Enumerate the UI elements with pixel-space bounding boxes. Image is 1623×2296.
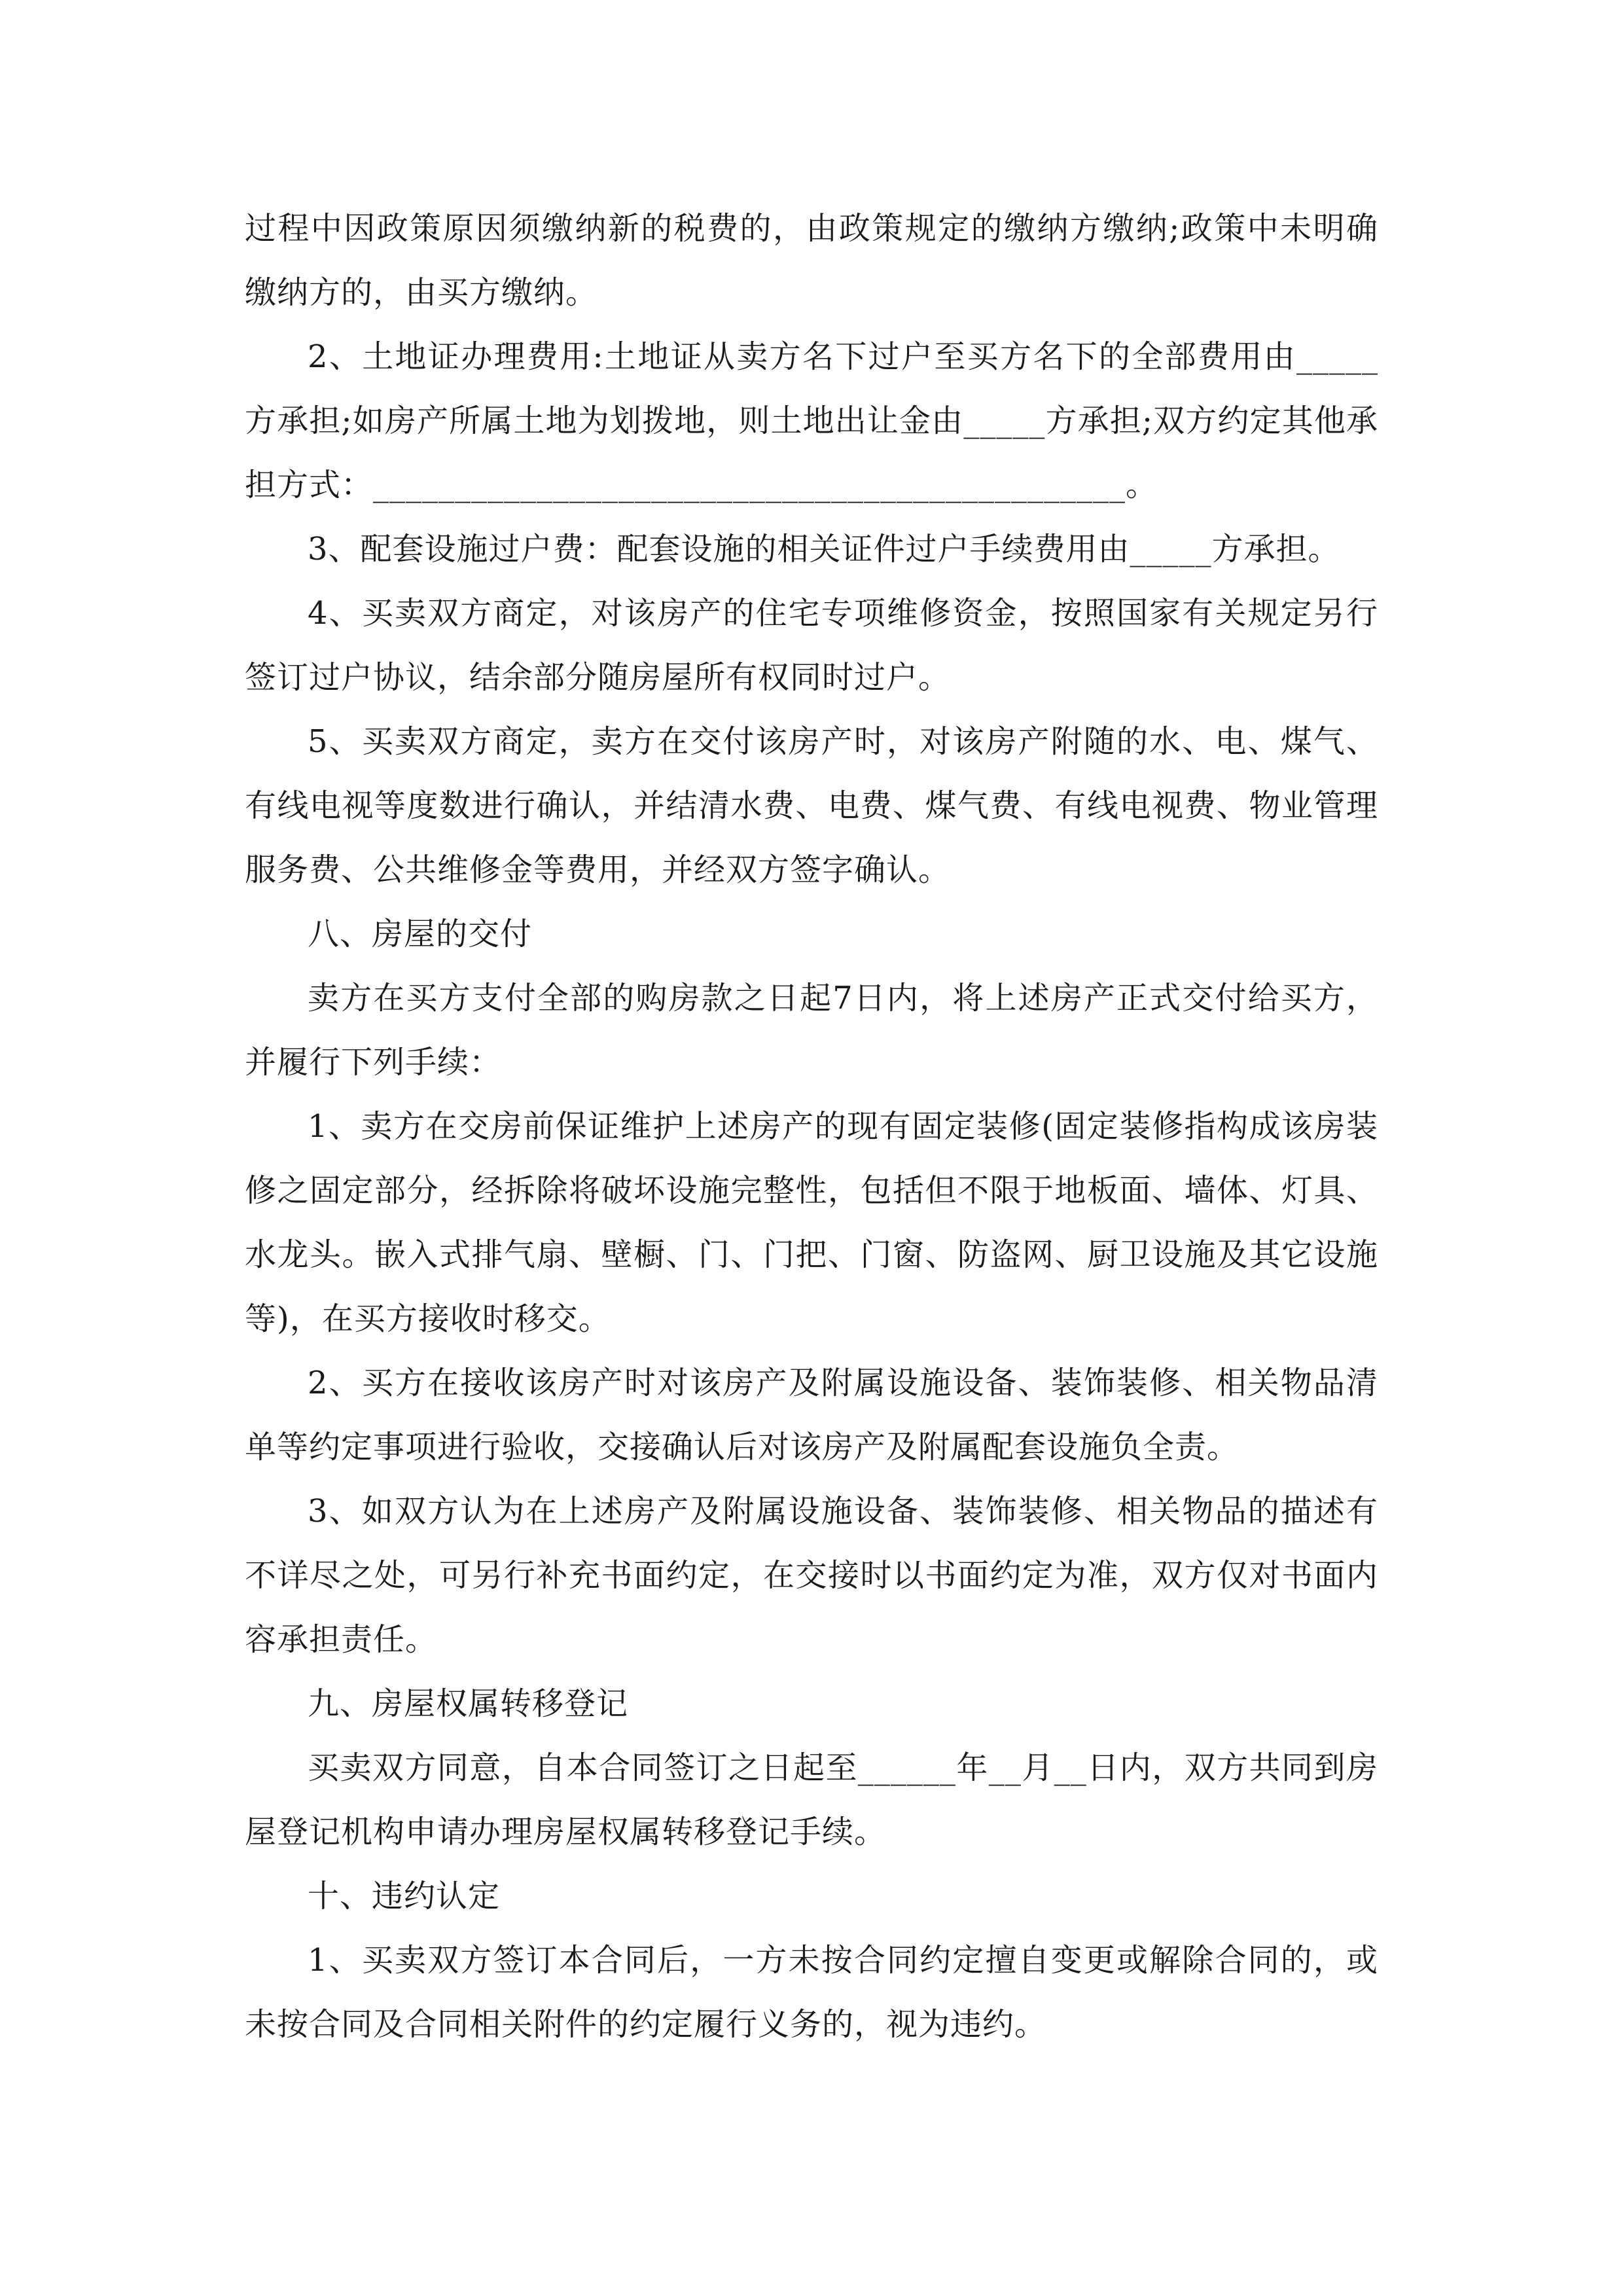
document-body bbox=[245, 196, 1378, 2056]
paragraph-acceptance-check: 2、买方在接收该房产时对该房产及附属设施设备、装饰装修、相关物品清单等约定事项进行验收，交接确认后对该房产及附属配套设施负全责。 bbox=[245, 1365, 1378, 1465]
paragraph-maintenance-fund: 4、买卖双方商定，对该房产的住宅专项维修资金，按照国家有关规定另行签订过户协议，结余部分随房屋所有权同时过户。 bbox=[245, 595, 1378, 696]
section-heading-delivery: 八、房屋的交付 bbox=[308, 916, 533, 952]
section-heading-breach: 十、违约认定 bbox=[308, 1878, 501, 1914]
paragraph-registration-deadline: 买卖双方同意，自本合同签订之日起至______年__月__日内，双方共同到房屋登记机构申请办理房屋权属转移登记手续。 bbox=[245, 1749, 1378, 1850]
paragraph-delivery-intro: 卖方在买方支付全部的购房款之日起7日内，将上述房产正式交付给买方，并履行下列手续： bbox=[245, 980, 1378, 1081]
paragraph-utility-settlement: 5、买卖双方商定，卖方在交付该房产时，对该房产附随的水、电、煤气、有线电视等度数进行确认，并结清水费、电费、煤气费、有线电视费、物业管理服务费、公共维修金等费用，并经双方签字确认。 bbox=[245, 723, 1378, 888]
paragraph-supplementary-agreement: 3、如双方认为在上述房产及附属设施设备、装饰装修、相关物品的描述有不详尽之处，可另行补充书面约定，在交接时以书面约定为准，双方仅对书面内容承担责任。 bbox=[245, 1493, 1378, 1658]
paragraph-tax-continuation: 过程中因政策原因须缴纳新的税费的，由政策规定的缴纳方缴纳;政策中未明确缴纳方的，由买方缴纳。 bbox=[245, 210, 1378, 311]
paragraph-land-certificate-fee: 2、土地证办理费用:土地证从卖方名下过户至买方名下的全部费用由_____方承担;如房产所属土地为划拨地，则土地出让金由_____方承担;双方约定其他承担方式：______________________________________________。 bbox=[245, 338, 1378, 503]
paragraph-facility-transfer-fee: 3、配套设施过户费：配套设施的相关证件过户手续费用由_____方承担。 bbox=[308, 531, 1340, 567]
paragraph-breach-definition: 1、买卖双方签订本合同后，一方未按合同约定擅自变更或解除合同的，或未按合同及合同相关附件的约定履行义务的，视为违约。 bbox=[245, 1942, 1378, 2043]
paragraph-fixed-decoration: 1、卖方在交房前保证维护上述房产的现有固定装修(固定装修指构成该房装修之固定部分，经拆除将破坏设施完整性，包括但不限于地板面、墙体、灯具、水龙头。嵌入式排气扇、壁橱、门、门把、门窗、防盗网、厨卫设施及其它设施等)，在买方接收时移交。 bbox=[245, 1108, 1378, 1337]
section-heading-ownership-transfer: 九、房屋权属转移登记 bbox=[308, 1685, 629, 1722]
